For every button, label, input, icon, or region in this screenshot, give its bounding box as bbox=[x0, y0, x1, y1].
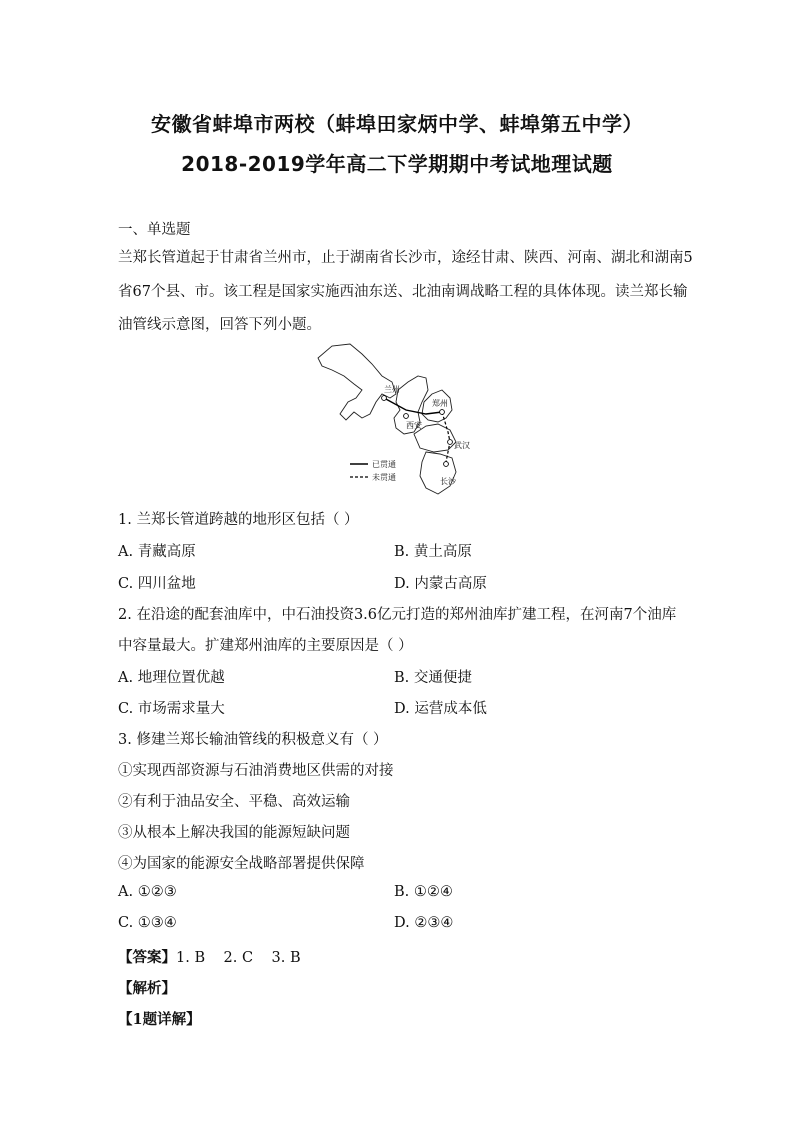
question-1-option-d: D. 内蒙古高原 bbox=[394, 576, 487, 592]
city-marker-wuhan bbox=[448, 440, 453, 445]
question-1-option-c: C. 四川盆地 bbox=[118, 576, 196, 592]
question-3-option-d: D. ②③④ bbox=[394, 915, 454, 931]
analysis-heading: 【解析】 bbox=[118, 980, 176, 997]
legend-planned-label: 未贯通 bbox=[372, 473, 396, 482]
question-2-option-b: B. 交通便捷 bbox=[394, 670, 472, 686]
question-1-option-a: A. 青藏高原 bbox=[118, 544, 196, 560]
question-2-option-d: D. 运营成本低 bbox=[394, 701, 487, 717]
city-label-changsha: 长沙 bbox=[440, 477, 456, 486]
question-1-stem: 1. 兰郑长管道跨越的地形区包括（ ） bbox=[118, 512, 359, 528]
city-marker-zhengzhou bbox=[440, 410, 445, 415]
question-1-option-b: B. 黄土高原 bbox=[394, 544, 472, 560]
question-3-option-b: B. ①②④ bbox=[394, 884, 453, 900]
document-title-line2: 2018-2019学年高二下学期期中考试地理试题 bbox=[181, 152, 613, 176]
document-title-line1: 安徽省蚌埠市两校（蚌埠田家炳中学、蚌埠第五中学） bbox=[151, 112, 643, 136]
gansu-province-outline bbox=[318, 344, 396, 420]
city-label-xian: 西安 bbox=[406, 421, 422, 430]
question-3-option-a: A. ①②③ bbox=[118, 884, 177, 900]
city-label-wuhan: 武汉 bbox=[454, 441, 470, 450]
answer-line bbox=[118, 946, 301, 967]
question-2-option-a: A. 地理位置优越 bbox=[118, 670, 225, 686]
city-label-lanzhou: 兰州 bbox=[384, 385, 400, 394]
legend-built-label: 已贯通 bbox=[372, 460, 396, 469]
pipeline-map bbox=[310, 336, 500, 496]
city-marker-xian bbox=[404, 414, 409, 419]
hunan-province-outline bbox=[420, 452, 456, 494]
intro-line-2: 省67个县、市。该工程是国家实施西油东送、北油南调战略工程的具体体现。读兰郑长输 bbox=[118, 284, 688, 300]
question-3-statement-4: ④为国家的能源安全战略部署提供保障 bbox=[118, 856, 365, 872]
question-3-statement-1: ①实现西部资源与石油消费地区供需的对接 bbox=[118, 763, 394, 779]
intro-line-3: 油管线示意图，回答下列小题。 bbox=[118, 317, 321, 333]
answer-text: 1. B 2. C 3. B bbox=[176, 950, 301, 966]
question-2-stem-line-2: 中容量最大。扩建郑州油库的主要原因是（ ） bbox=[118, 638, 413, 654]
question-3-statement-3: ③从根本上解决我国的能源短缺问题 bbox=[118, 825, 350, 841]
answer-label: 【答案】 bbox=[118, 949, 176, 966]
city-marker-changsha bbox=[444, 462, 449, 467]
question-3-statement-2: ②有利于油品安全、平稳、高效运输 bbox=[118, 794, 350, 810]
question-3-stem: 3. 修建兰郑长输油管线的积极意义有（ ） bbox=[118, 732, 388, 748]
section-heading: 一、单选题 bbox=[118, 222, 191, 238]
city-label-zhengzhou: 郑州 bbox=[432, 399, 448, 408]
detail-heading: 【1题详解】 bbox=[118, 1011, 201, 1028]
question-2-option-c: C. 市场需求量大 bbox=[118, 701, 225, 717]
question-3-option-c: C. ①③④ bbox=[118, 915, 177, 931]
question-2-stem-line-1: 2. 在沿途的配套油库中，中石油投资3.6亿元打造的郑州油库扩建工程，在河南7个油库 bbox=[118, 607, 677, 623]
intro-line-1: 兰郑长管道起于甘肃省兰州市，止于湖南省长沙市，途经甘肃、陕西、河南、湖北和湖南5 bbox=[118, 250, 693, 266]
city-marker-lanzhou bbox=[382, 396, 387, 401]
